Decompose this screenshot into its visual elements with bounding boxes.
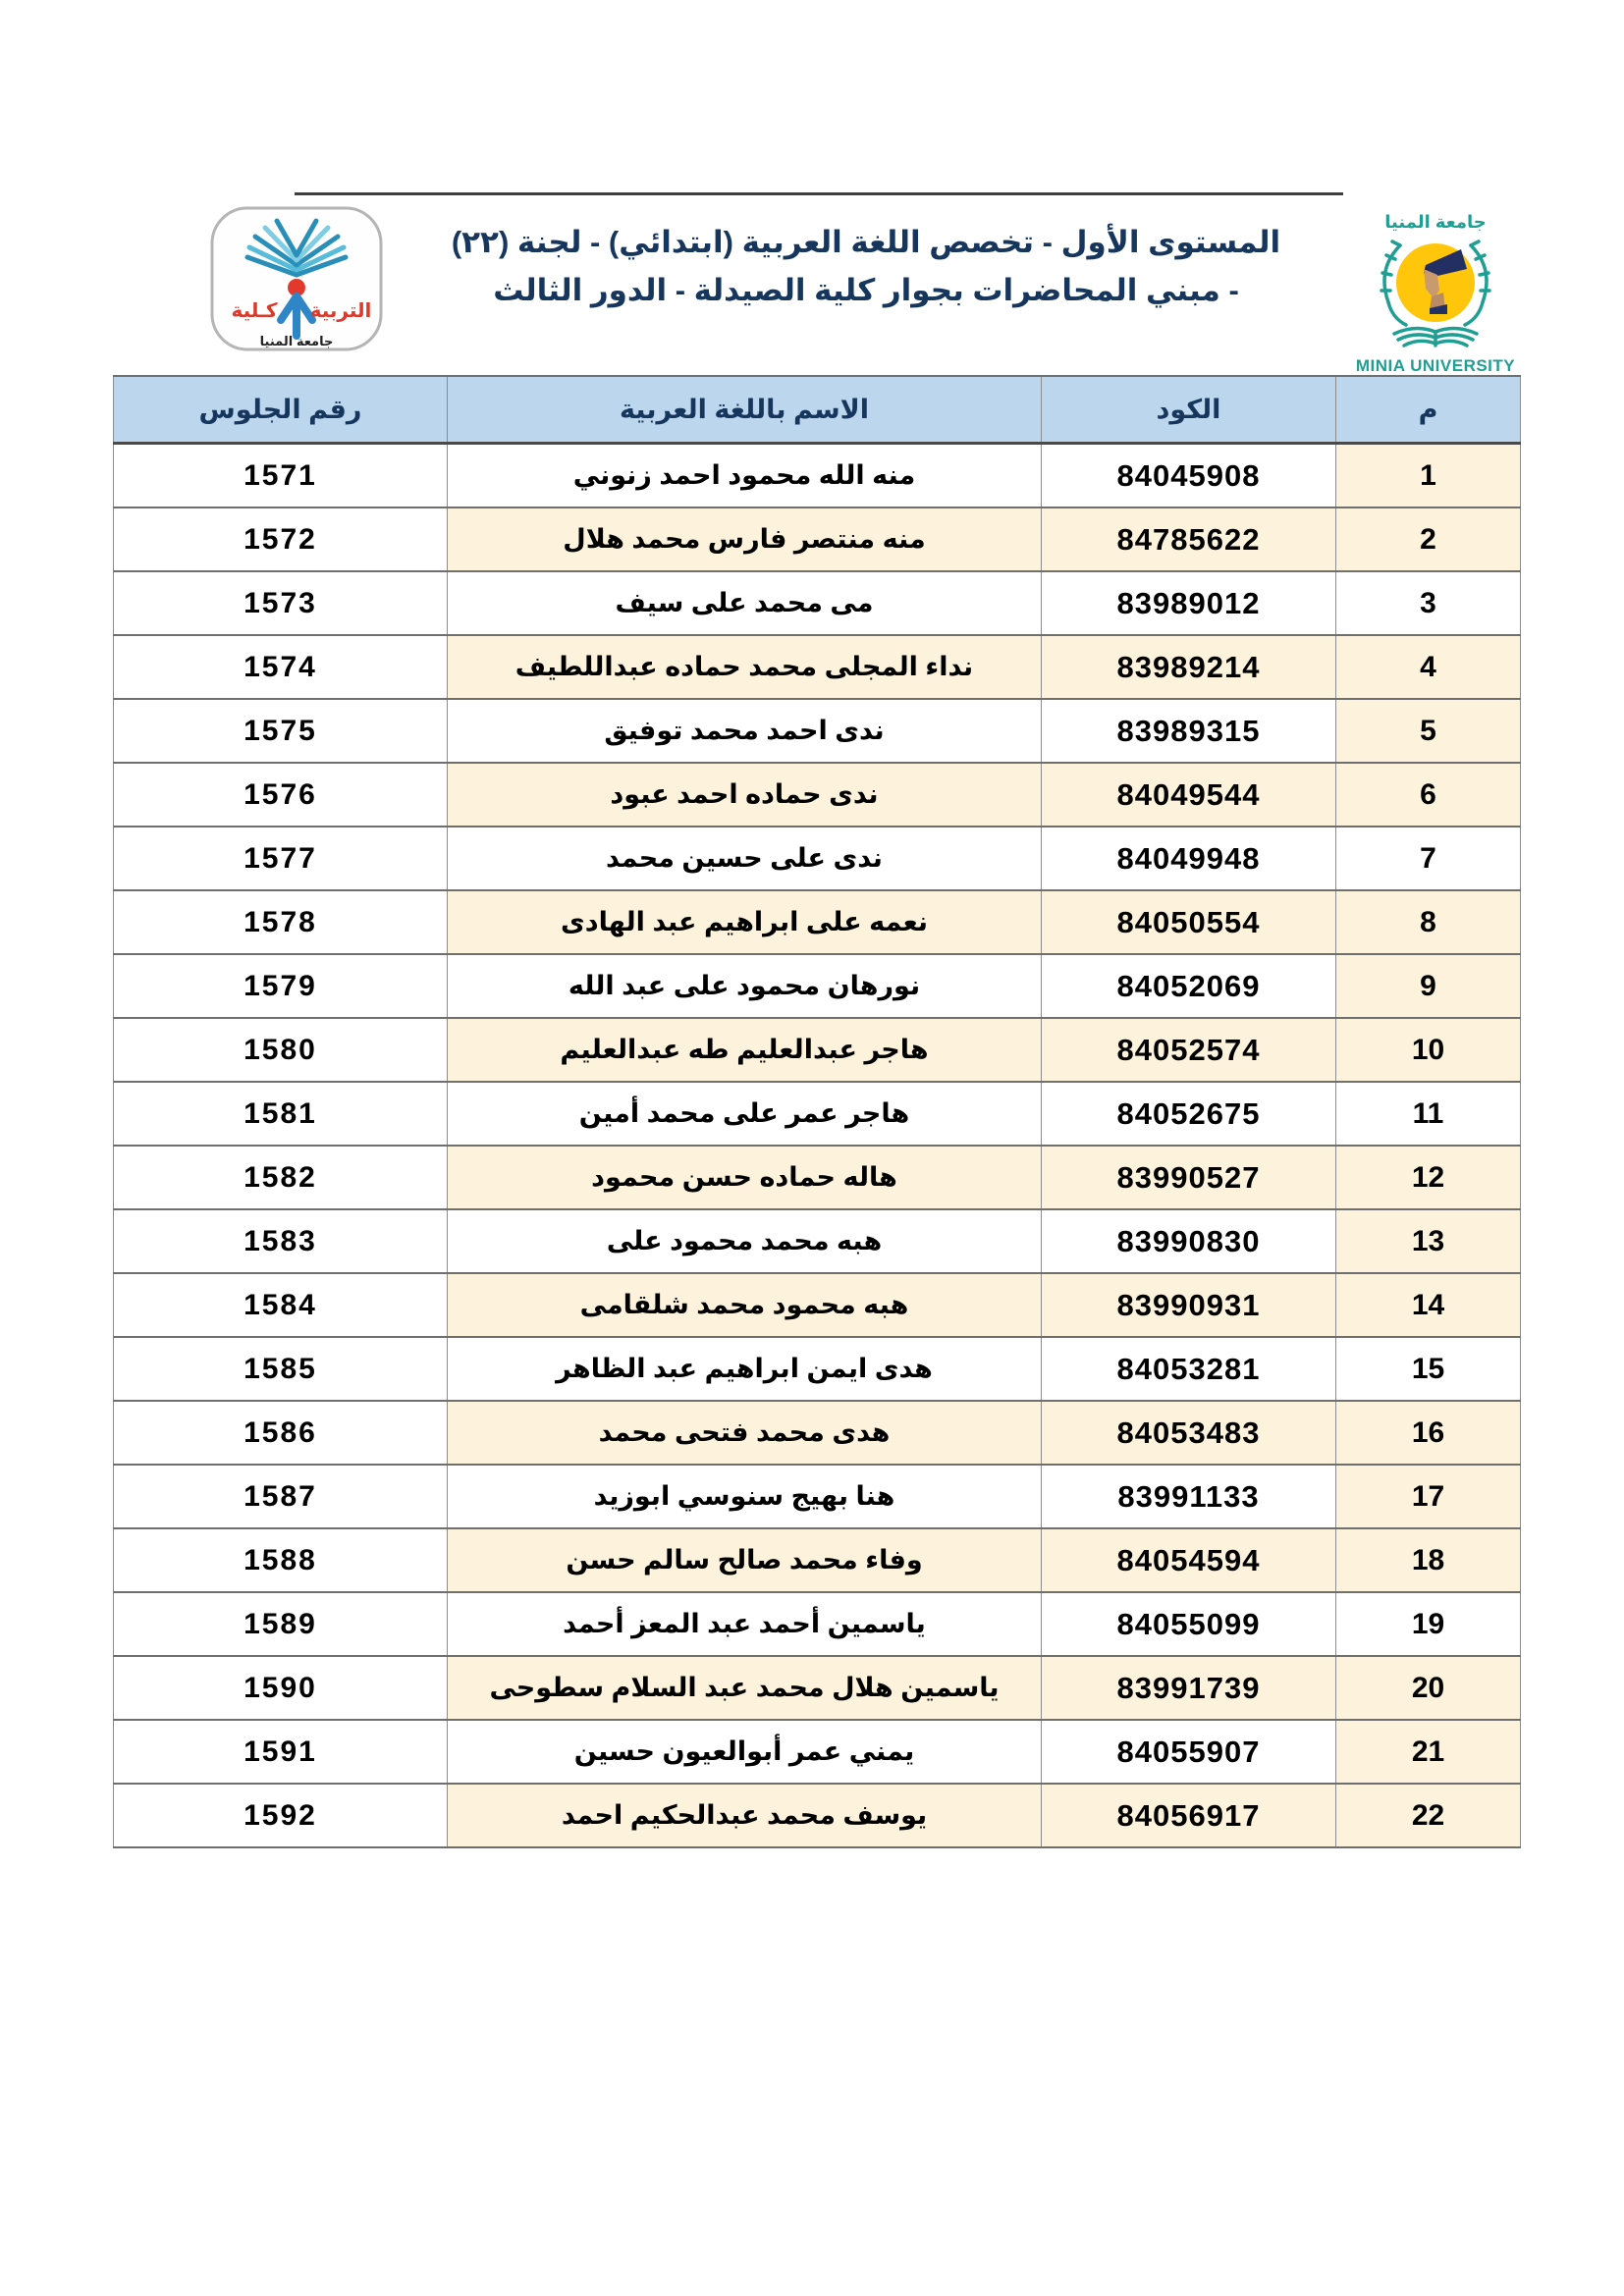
student-name-cell: منه الله محمود احمد زنوني (448, 444, 1042, 508)
student-name-cell: منه منتصر فارس محمد هلال (448, 507, 1042, 571)
student-code-cell: 83990527 (1042, 1146, 1336, 1209)
seat-number-cell: 1591 (114, 1720, 448, 1784)
faculty-word-left: كـلية (231, 300, 278, 322)
table-row (114, 1720, 1521, 1784)
seat-number-cell: 1588 (114, 1528, 448, 1592)
row-index-cell: 7 (1336, 827, 1521, 890)
seat-number-cell: 1571 (114, 444, 448, 508)
row-index-cell: 4 (1336, 635, 1521, 699)
table-row (114, 635, 1521, 699)
table-row (114, 571, 1521, 635)
student-name-cell: ندى حماده احمد عبود (448, 763, 1042, 827)
roster-table-header (114, 376, 1521, 444)
student-code-cell: 84052069 (1042, 954, 1336, 1018)
student-name-cell: وفاء محمد صالح سالم حسن (448, 1528, 1042, 1592)
student-code-cell: 83991739 (1042, 1656, 1336, 1720)
row-index-cell: 9 (1336, 954, 1521, 1018)
column-header-code: الكود (1042, 376, 1336, 444)
seat-number-cell: 1592 (114, 1784, 448, 1847)
table-row (114, 890, 1521, 954)
student-code-cell: 83989214 (1042, 635, 1336, 699)
table-row (114, 507, 1521, 571)
table-row (114, 699, 1521, 763)
student-name-cell: هاجر عبدالعليم طه عبدالعليم (448, 1018, 1042, 1082)
roster-table-body (114, 444, 1521, 1848)
page-header (208, 204, 1524, 384)
university-arabic-name: جامعة المنيا (1384, 212, 1487, 232)
student-name-cell: هبه محمد محمود على (448, 1209, 1042, 1273)
title-line-1: المستوى الأول - تخصص اللغة العربية (ابتدائي) - لجنة (٢٢) (451, 225, 1281, 259)
faculty-logo-graphic (208, 204, 385, 353)
student-code-cell: 84050554 (1042, 890, 1336, 954)
table-row (114, 827, 1521, 890)
student-code-cell: 84052574 (1042, 1018, 1336, 1082)
student-name-cell: ياسمين هلال محمد عبد السلام سطوحى (448, 1656, 1042, 1720)
table-row (114, 1146, 1521, 1209)
student-code-cell: 84055099 (1042, 1592, 1336, 1656)
student-code-cell: 84054594 (1042, 1528, 1336, 1592)
seat-number-cell: 1584 (114, 1273, 448, 1337)
student-code-cell: 84785622 (1042, 507, 1336, 571)
student-code-cell: 84052675 (1042, 1082, 1336, 1146)
seat-number-cell: 1586 (114, 1401, 448, 1465)
table-row (114, 1337, 1521, 1401)
student-code-cell: 84053483 (1042, 1401, 1336, 1465)
minia-university-logo (1347, 204, 1524, 384)
student-name-cell: هبه محمود محمد شلقامى (448, 1273, 1042, 1337)
university-logo-graphic (1347, 204, 1524, 379)
seat-number-cell: 1583 (114, 1209, 448, 1273)
row-index-cell: 18 (1336, 1528, 1521, 1592)
seat-number-cell: 1577 (114, 827, 448, 890)
table-row (114, 1018, 1521, 1082)
title-line-2: - مبني المحاضرات بجوار كلية الصيدلة - الدور الثالث (493, 273, 1239, 307)
student-code-cell: 84049948 (1042, 827, 1336, 890)
row-index-cell: 20 (1336, 1656, 1521, 1720)
seat-number-cell: 1589 (114, 1592, 448, 1656)
student-code-cell: 84056917 (1042, 1784, 1336, 1847)
table-row (114, 444, 1521, 508)
row-index-cell: 22 (1336, 1784, 1521, 1847)
table-row (114, 763, 1521, 827)
column-header-seat: رقم الجلوس (114, 376, 448, 444)
table-row (114, 1784, 1521, 1847)
faculty-word-right: التربية (309, 300, 372, 322)
row-index-cell: 14 (1336, 1273, 1521, 1337)
page-title (385, 204, 1347, 314)
row-index-cell: 15 (1336, 1337, 1521, 1401)
table-row (114, 1592, 1521, 1656)
student-code-cell: 83990830 (1042, 1209, 1336, 1273)
student-code-cell: 84045908 (1042, 444, 1336, 508)
student-name-cell: يمني عمر أبوالعيون حسين (448, 1720, 1042, 1784)
student-code-cell: 83990931 (1042, 1273, 1336, 1337)
row-index-cell: 8 (1336, 890, 1521, 954)
row-index-cell: 19 (1336, 1592, 1521, 1656)
row-index-cell: 3 (1336, 571, 1521, 635)
seat-number-cell: 1573 (114, 571, 448, 635)
student-code-cell: 84055907 (1042, 1720, 1336, 1784)
table-row (114, 1401, 1521, 1465)
seat-number-cell: 1581 (114, 1082, 448, 1146)
row-index-cell: 5 (1336, 699, 1521, 763)
row-index-cell: 2 (1336, 507, 1521, 571)
student-name-cell: ندى على حسين محمد (448, 827, 1042, 890)
seat-number-cell: 1575 (114, 699, 448, 763)
seat-number-cell: 1574 (114, 635, 448, 699)
student-code-cell: 83989012 (1042, 571, 1336, 635)
student-name-cell: ندى احمد محمد توفيق (448, 699, 1042, 763)
row-index-cell: 21 (1336, 1720, 1521, 1784)
student-name-cell: نداء المجلى محمد حماده عبداللطيف (448, 635, 1042, 699)
faculty-caption: جامعة المنيا (259, 334, 334, 348)
seat-number-cell: 1572 (114, 507, 448, 571)
row-index-cell: 13 (1336, 1209, 1521, 1273)
student-name-cell: نورهان محمود على عبد الله (448, 954, 1042, 1018)
seat-number-cell: 1578 (114, 890, 448, 954)
student-name-cell: مى محمد على سيف (448, 571, 1042, 635)
table-row (114, 954, 1521, 1018)
university-english-name: MINIA UNIVERSITY (1355, 356, 1516, 375)
column-header-index: م (1336, 376, 1521, 444)
student-name-cell: هنا بهيج سنوسي ابوزيد (448, 1465, 1042, 1528)
student-code-cell: 83991133 (1042, 1465, 1336, 1528)
row-index-cell: 11 (1336, 1082, 1521, 1146)
student-code-cell: 83989315 (1042, 699, 1336, 763)
row-index-cell: 6 (1336, 763, 1521, 827)
student-code-cell: 84049544 (1042, 763, 1336, 827)
seat-number-cell: 1590 (114, 1656, 448, 1720)
table-row (114, 1528, 1521, 1592)
table-row (114, 1273, 1521, 1337)
table-row (114, 1209, 1521, 1273)
header-divider-line (295, 192, 1343, 195)
seat-number-cell: 1579 (114, 954, 448, 1018)
seat-number-cell: 1582 (114, 1146, 448, 1209)
row-index-cell: 1 (1336, 444, 1521, 508)
row-index-cell: 10 (1336, 1018, 1521, 1082)
student-code-cell: 84053281 (1042, 1337, 1336, 1401)
table-row (114, 1656, 1521, 1720)
table-row (114, 1465, 1521, 1528)
student-name-cell: هاله حماده حسن محمود (448, 1146, 1042, 1209)
student-name-cell: يوسف محمد عبدالحكيم احمد (448, 1784, 1042, 1847)
seat-number-cell: 1585 (114, 1337, 448, 1401)
seat-number-cell: 1580 (114, 1018, 448, 1082)
table-row (114, 1082, 1521, 1146)
seat-number-cell: 1576 (114, 763, 448, 827)
student-name-cell: هدى محمد فتحى محمد (448, 1401, 1042, 1465)
roster-table-container (113, 375, 1520, 1848)
seat-number-cell: 1587 (114, 1465, 448, 1528)
student-name-cell: ياسمين أحمد عبد المعز أحمد (448, 1592, 1042, 1656)
student-name-cell: هاجر عمر على محمد أمين (448, 1082, 1042, 1146)
row-index-cell: 16 (1336, 1401, 1521, 1465)
student-name-cell: نعمه على ابراهيم عبد الهادى (448, 890, 1042, 954)
row-index-cell: 17 (1336, 1465, 1521, 1528)
student-name-cell: هدى ايمن ابراهيم عبد الظاهر (448, 1337, 1042, 1401)
row-index-cell: 12 (1336, 1146, 1521, 1209)
column-header-name: الاسم باللغة العربية (448, 376, 1042, 444)
roster-table (113, 375, 1521, 1848)
faculty-of-education-logo (208, 204, 385, 358)
